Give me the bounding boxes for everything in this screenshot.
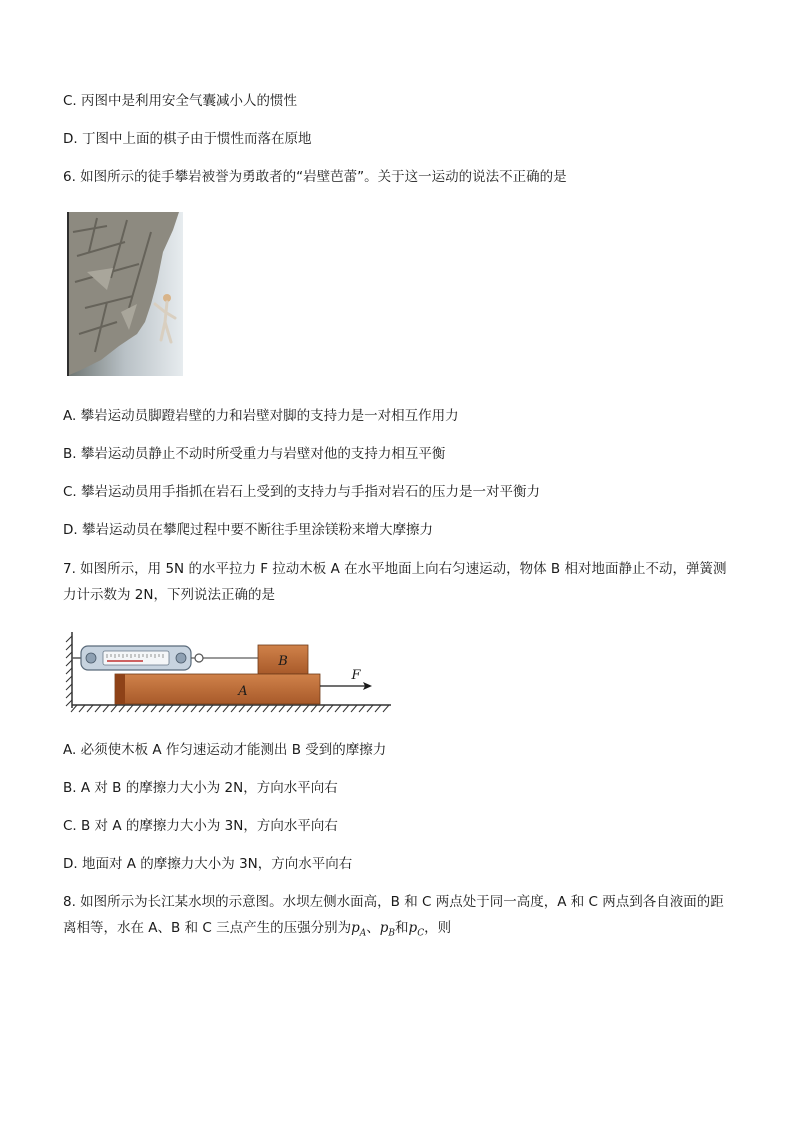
friction-apparatus-diagram (63, 628, 393, 714)
option-5d: D. 丁图中上面的棋子由于惯性而落在原地 (63, 131, 312, 147)
option-6a: A. 攀岩运动员脚蹬岩壁的力和岩壁对脚的支持力是一对相互作用力 (63, 408, 459, 424)
spring-scale (72, 646, 203, 670)
pressure-a: $p_A$ (351, 920, 367, 939)
question-8-text: 8. 如图所示为长江某水坝的示意图。水坝左侧水面高，B 和 C 两点处于同一高度，A 和 C 两点到各自液面的距离相等，水在 A、B 和 C 三点产生的压强分别为 (63, 894, 724, 936)
option-7c: C. B 对 A 的摩擦力大小为 3N，方向水平向右 (63, 818, 338, 834)
option-7d: D. 地面对 A 的摩擦力大小为 3N，方向水平向右 (63, 856, 353, 872)
question-7: 7. 如图所示，用 5N 的水平拉力 F 拉动木板 A 在水平地面上向右匀速运动，物体 B 相对地面静止不动，弹簧测力计示数为 2N，下列说法正确的是 (63, 561, 727, 603)
option-6d: D. 攀岩运动员在攀爬过程中要不断往手里涂镁粉来增大摩擦力 (63, 522, 433, 538)
board-a-label: A (238, 684, 248, 699)
option-6c: C. 攀岩运动员用手指抓在岩石上受到的支持力与手指对岩石的压力是一对平衡力 (63, 484, 541, 500)
rock-climbing-photo (67, 212, 183, 376)
force-label: F (351, 668, 361, 683)
block-b-label: B (278, 654, 288, 669)
ground (71, 705, 391, 712)
option-7b: B. A 对 B 的摩擦力大小为 2N，方向水平向右 (63, 780, 338, 796)
pressure-c: $p_C$ (408, 920, 425, 939)
board-a (115, 674, 320, 704)
option-6b: B. 攀岩运动员静止不动时所受重力与岩壁对他的支持力相互平衡 (63, 446, 446, 462)
option-7a: A. 必须使木板 A 作匀速运动才能测出 B 受到的摩擦力 (63, 742, 387, 758)
question-8: 8. 如图所示为长江某水坝的示意图。水坝左侧水面高，B 和 C 两点处于同一高度，A 和 C 两点到各自液面的距离相等，水在 A、B 和 C 三点产生的压强分别为$p_A$、$p_B$和$p_C$，则 (63, 894, 724, 939)
question-6: 6. 如图所示的徒手攀岩被誉为勇敢者的“岩壁芭蕾”。关于这一运动的说法不正确的是 (63, 169, 567, 185)
wall (66, 632, 72, 708)
option-5c: C. 丙图中是利用安全气囊减小人的惯性 (63, 93, 298, 109)
pressure-b: $p_B$ (379, 920, 396, 939)
force-arrow (320, 682, 372, 690)
